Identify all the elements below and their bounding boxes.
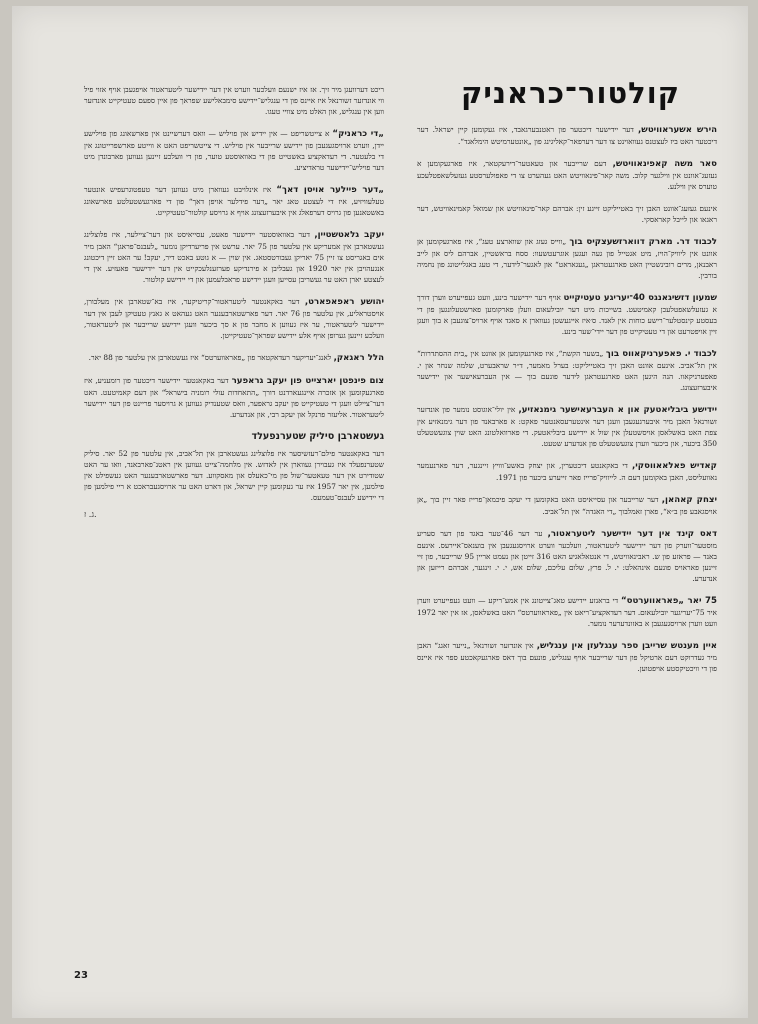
news-item-lead: קאדיש פאלאאווסקי,	[632, 461, 717, 471]
news-item-lead: יעקב גלאטשטיין,	[314, 230, 384, 240]
news-item-text: אין יולי־אוגוסט נומער פון אונדזער זשורנאל האבן מיר איבערגעגעבן וועגן דער אינטערעסאנטער פאקט: א פארבאנד פון דער גימנאזיע אין צפת האט באשלאסן אויסשטעלן אין שול א יידישע ביבליאטעק. די פארוואלטונג האט שוין צוגעשטעלט 350 ביכער, און ביכער ווערן צוגעשטעלט פון אנדערע שטעט.	[417, 405, 717, 448]
news-item	[417, 203, 717, 225]
news-item-lead: יהושע ראפאפארט,	[304, 297, 384, 307]
magazine-page	[12, 6, 748, 1018]
news-item	[84, 296, 384, 341]
news-item-text: אויף דער יידישער בינע, וועט געפייערט ווערן דורך א געזעלשאפטלעכן קאמיטעט. בשייכות מיט דער יובילעאום וועלן פארקומען פארשטעלונגען פון די בעסטע קינסטלער־רישע כוחות אין לאנד. ס׳איז אייגעשטן געווארן א סאגד אויף ארויס־צוגעבן א בוך וועגן זיין אויפטרעט און די טעטיקייט פון דער יידי־שער בינע.	[417, 293, 717, 336]
news-item-lead: איין מענטש שרייבן ספר עגגלעזן אין ענגליש,	[536, 641, 717, 651]
news-item-lead: לכבוד י. פאפערניקאווס בוך	[605, 349, 717, 359]
news-item-lead: הירש אשעראוויטש,	[638, 125, 717, 135]
page-title: קולטור־כראניק	[460, 76, 680, 110]
news-item	[84, 448, 384, 503]
news-item-text: דער שרייבער און עסייאיסט האט באקומען די יעקב פיכמאן־פרייז פאר זיין בוך „אן אויסגאבע פון ב״א“, פארן זאמלבוך „די האגדה“ אין תל־אביב.	[417, 495, 717, 516]
news-item	[84, 229, 384, 285]
news-item-lead: 75 יאר „פאראווערטס“	[620, 596, 717, 606]
author-signature: ג. ז.	[84, 510, 97, 519]
news-item-text: א צייטשריפט — אין יידיש און פויליש — וואס דערשיינט אין פארשאונג פון פוילישע יידן, ווערט ארויסגעגעבן פון יידישע שרייבער אין פויליש. די צייטשריפט האט א ווייטע פארשפרייטונג אין די בלעטער. די רעדאקציע באשטייט פון די באוואוסטע טוער, פון די וועלכע זיינען געווען פארבונדן מיט דער פויליש־יידישער טראדיציע.	[84, 129, 384, 172]
news-item	[84, 84, 384, 117]
right-column	[417, 124, 717, 685]
news-item-text: אין אונדזער זשורנאל „נייער זאגג“ האבן מיר געדרוקט דעם ארטיקל פון דער שרייבער אויף ענגליש, פונעם בוך דאס פארגעקאכטע ספר איז איינס פון די וויכטיקסטע אויפטוען.	[417, 641, 717, 673]
news-item	[84, 375, 384, 420]
news-item-text: „בשער הקשת“, איז פארגעקומען אן אוונט אין „בית ההסתדרות“ אין תל־אביב. אינעם אוונט האבן זיך באטייליקט: בערל מאמער, ד״ר שראבערט, שלמה שנחר און י. פאפערניקאוו. הנה היגען האט פארגעטראגן לידער פונעם בוך — אין העברעאישער און יידישער איבערזעצונג.	[417, 349, 717, 392]
news-item	[84, 128, 384, 173]
news-item-text: דער באקאנטער ליטעראטור־קריטיקער, איז בא־שטארבן אין מעלבורן, אויסטראליע, אין עלטער פון 76 יאר. דער פארשטארבענער האט געהאט א גאנץ טעטיקן לעבן אין דער יידישער ליטעראטור, ער איז געווען א מחבר פון א סך ביכער וועגן יידישע שרייבער און ליטעראטור, וועלכע זיינען גערופן אויף אלע יידישע שפראך־טעטיקייטן.	[84, 297, 384, 340]
news-item	[417, 640, 717, 674]
news-item-text: ער דער 46־טער באגד פון דער סעריע מוסטער־ווערק פון דער יידישער ליטעראטור, וועלכער ווערט ארויסגעגעבן אין בוענאס־איירעס. אינעם באנד — פראזע פון ש. ראבינאוויטש, די אנטאלאגיע האט 316 זייטן און נעמט אריין 95 שרייבער, פון זיי זיינען פאראויס פונעם אינהאלט: י. ל. פרץ, שלום עליכם, שלום אש, י. י. זינגער, אברהם רייזען און אנדערע.	[417, 529, 717, 583]
news-item-text: דעם שרייבער און טעאטער־דירעקטאר, איז פארגעקומען א געזעג־אוונט אין ווילגער קלוב. משה קאר־פינאוויטש האט געהערט צו די פאפולערסטע געזעלשאפטלעכע טוערס אין ווילנע.	[417, 159, 717, 191]
news-item	[417, 292, 717, 337]
news-item-lead: הלל ראגאק,	[333, 353, 384, 363]
news-item-text: „ווייס געזג און שווארצע טעג“, איז פארגעקומען אן אוונט אין ליוויק־הויז, מיט אגטייל פון געה ועגען אוגרעטשעוו: ססח בראשטיין, אברהם ליס און לייב ראבנאן, מרים רובינשטיין האט פארגעטראגן „געגאראט“ און לאגער־לידער, די טעג באגלייטונג פון נחמיה בורבין.	[417, 237, 717, 280]
news-item	[84, 184, 384, 218]
section-heading: געשטארבן סיליק שטערנפעלד	[251, 431, 384, 442]
news-item	[417, 404, 717, 449]
news-item-lead: „די כראניק“	[332, 129, 384, 139]
news-item-text: דער באקאנטער יידישער דיכטער פון רומעניע, איז פארגעקומען אן אזכרה איינגעארדנט דורך „התאחדות עולי רומניה בישראל“ און דעם קאמיטעט. האט דער־ציילט וועגן די טעטיקייט פון יעקב גראפער, וואס שטענדיק געווען א גרויסער פריינט פון דער יידישער ליטעראטור. אליעזר פרנקל און יעקב רבי, און אנדערע.	[84, 376, 384, 419]
page-number: 23	[74, 970, 88, 981]
news-item-text: דער באוואוסטער יידישער פאעט, עסייאיסט און דער־ציילער, איז פלוצלינג געשטארבן אין אמעריקע אין עלטער פון 75 יאר. ערשט אין פריערדיקן נומער „לעבנס־פראגן“ האבן מיר אים באגריסט צו זיין 75 יאריקן געבורטסטאג. אין שוין — א גוטע באכט דיר, יעקב! ער האט זיין דיכטונג אנגעהויבן אין יאר 1920 און געבליבן א פירנדיקע פערזענלעכקייט אין דער יידישער פאעזיע. אין די לעצטע יארן האט ער געשריבן עסייען וועגן יידישע פראבלעמען און די יידישע קולטור.	[84, 230, 384, 284]
news-item-text: לאנג־יעריקער רעדאקטאר פון „פאראווערטס“ איז געשטארבן אין עלטער פון 88 יאר.	[88, 353, 332, 362]
news-item	[417, 494, 717, 517]
news-item-text: דער באקאנטער פילם־רעזשיסער איז פלוצלינג געשטארבן אין תל־אביב, אין עלטער פון 52 יאר. סיליק שטערנפעלד איז געבוירן געווארן אין לאדזש. אין מלחמה־צייט געווען אין ראטנ־פארבאנד, וואו ער האט שטודירט אין דער טעאטער־שול פון מי־כאעלס און מאסקווע. דער פארשטארבענער האט געשפילט אין פילמען, אין יאר 1957 איז ער געקומען קיין ישראל, און דארט האט ער ארויסגעבראכט א ריי פילמען פון די יידישע לעבנס־טעמעס.	[84, 449, 385, 502]
news-item-text: ריכט דערוועגן מיר זיך. אז איז ישנעם וועלכער ווערט אין דער יידישער ליטעראטור אויפגעבן אויף אזוי פיל ווי אונדזער זשורנאל איז איינס פון די ענגליש־יידישע סימבאלישע שפראך פון איין ספעם טעטיקייט אונדזער ווען אין ענגליש, און האלט מיט צוויי טעגו.	[84, 85, 384, 116]
news-item-lead: שמעון דזשיגאנגס 40־יעריגע טעטיקייט	[563, 293, 717, 303]
news-item-lead: יידישע ביבליאטעק און א העברעאישער גימנאזיע,	[518, 405, 717, 415]
news-item	[417, 124, 717, 147]
news-item	[417, 528, 717, 584]
news-item	[417, 460, 717, 483]
news-item	[84, 352, 384, 364]
news-item	[417, 236, 717, 281]
news-item	[417, 348, 717, 393]
news-item-lead: צום פינפטן יארצייט פון יעקב גראפער	[231, 376, 384, 386]
news-item-lead: סאר משה קאפינאוויטש,	[612, 159, 717, 169]
news-item-lead: יצחק קאהאן,	[661, 495, 717, 505]
news-item-lead: לכבוד דר. מארק דווארזשעצקיס בוך	[569, 237, 717, 247]
news-item-text: די בראנזע יידישע טאג־צייטונג אין אמע־ריקע — וועט געפייערט ווערן איר 75־יעריגער יובילעאום. דער רעדאקציע־ריאט אין „פאראווערטס“ האט באשלאסן, אז אין יאר 1972 וועט ווערן ארויסגעגעבן א באזונדערער נומער.	[417, 596, 717, 628]
news-item-text: דער יידישער דיכטער פון ראטנבערגאבד, איז געקומען קיין ישראל. דער דיכטער האט ביז לעצטנס געוואוינט צו דער דערפאר־קאליגינג פון „אונטערמיטש הימלאגד“.	[417, 125, 717, 146]
news-item-lead: דאס קינד אין דער יידישער ליטעראטור,	[547, 529, 717, 539]
news-item	[417, 595, 717, 629]
news-item-text: די באקאנטע דיכטערין, און יצחק באשע־ווויץ זיינגער, דער פארנעמער נאוועליסט, האבן באקומען דעם ה. לייוויק־פרייז פאר זייערע ביכער פון 1971.	[417, 461, 717, 482]
left-column	[84, 84, 384, 519]
news-item-text: אינעם געזעג־אוונט האבן זיך באטייליקט זייגע זין: אברהם קאר־פינאוויטש און שמואל קאמינאוויטש, דער ראגאו און לייבל קאראסקי.	[417, 204, 717, 224]
news-item	[417, 158, 717, 192]
news-item-lead: „דער פיילער אויסן דאך“	[276, 185, 384, 195]
news-item-text: איז אינלויבט געווארן מיט געווען דער טעפטוגרעפיש אונטער טעלעוויזיע, איז די לעצטע טאג יאר „דער פידלער אויפן דאך“ פון די פארגעשטעלטע פארשאונג באשטאנען פון גרויס דערפאלג אין איבערזעצונג אויף א גרויסע קולטור־טעטיקייט.	[84, 185, 384, 217]
